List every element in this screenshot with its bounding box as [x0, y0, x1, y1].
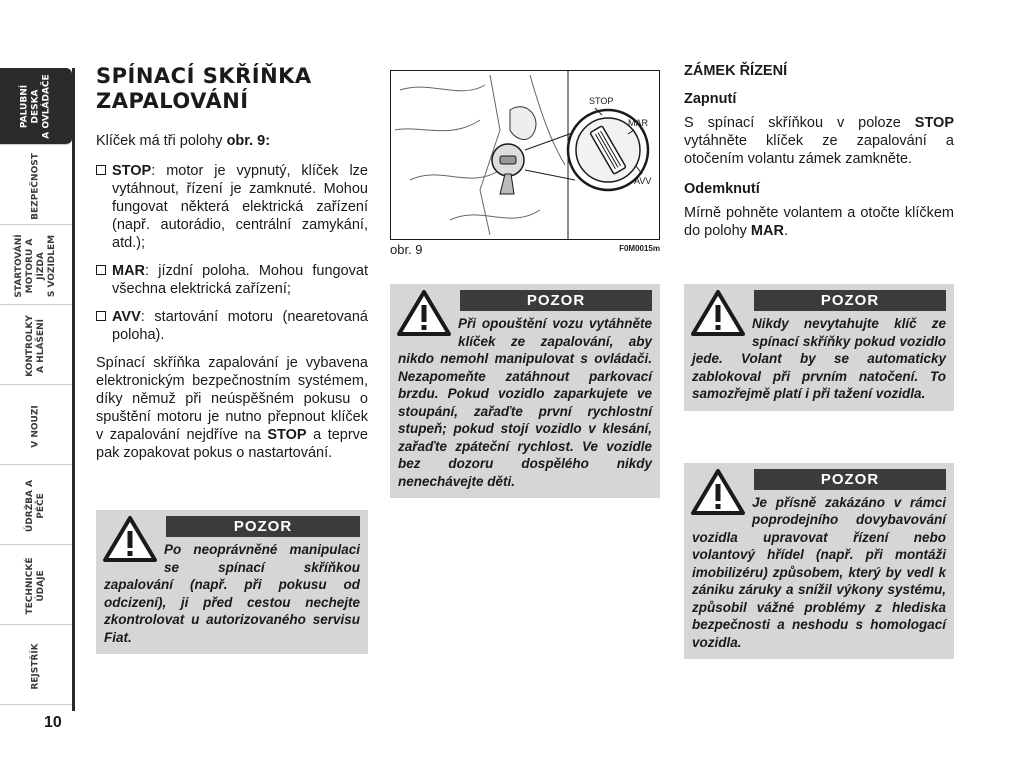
mar-position-label: MAR	[628, 118, 648, 128]
figure-caption: obr. 9	[390, 242, 423, 257]
tab-label: V NOUZI	[30, 404, 41, 448]
tab-label: REJSTŘÍK	[30, 642, 41, 690]
avv-position-label: AVV	[634, 176, 652, 186]
tab-kontrolky[interactable]	[0, 308, 72, 385]
tab-label: TECHNICKÉ ÚDAJE	[25, 557, 46, 615]
figure-reference: obr. 9:	[226, 133, 271, 149]
warning-box	[684, 284, 954, 411]
section-title: SPÍNACÍ SKŘÍŇKA ZAPALOVÁNÍ	[96, 64, 312, 113]
warning-title: POZOR	[754, 469, 946, 490]
security-paragraph	[96, 354, 368, 462]
figure-code: F0M0015m	[619, 244, 660, 253]
tab-label: PALUBNÍ DESKA A OVLÁDAČE	[19, 73, 52, 139]
warning-text: Při opouštění vozu vytáhněte klíček ze zapalování, aby nikdo nemohl manipulovat s ovládači. Nezapomeňte zatáhnout parkovací brzdu. Pokud vozidlo zaparkujete ve stoupání, zařaďte první rychlostní stupeň; pokud stojí vozidlo v klesání, zařaďte zpáteční rychlost. Ve vozidle bez dozoru dospělého nikdy nenechávejte děti.	[398, 316, 652, 489]
paragraph-text: .	[783, 223, 788, 239]
checkbox-bullet-icon	[96, 165, 106, 175]
checkbox-bullet-icon	[96, 311, 106, 321]
list-item	[96, 162, 368, 252]
tab-label: STARTOVÁNÍ MOTORU A JÍZDA S VOZIDLEM	[14, 234, 57, 298]
warning-title: POZOR	[460, 290, 652, 311]
section-title: ZÁMEK ŘÍZENÍ	[684, 63, 788, 79]
paragraph-text: a teprve pak zopakovat pokus o nastartování.	[96, 427, 368, 461]
paragraph-text: S spínací skříňkou v poloze	[684, 115, 915, 131]
tab-udrzba[interactable]	[0, 468, 72, 545]
warning-box	[96, 510, 368, 654]
tab-technicke-udaje[interactable]	[0, 548, 72, 625]
paragraph-text: Spínací skříňka zapalování je vybavena elektronickým bezpečnostním systémem, díky němuž při neúspěšném pokusu o spuštění motoru je nutno přepnout klíček v zapalování nejdříve na	[96, 355, 368, 443]
lock-paragraph	[684, 114, 954, 168]
paragraph-text: Mírně pohněte volantem a otočte klíčkem do polohy	[684, 205, 954, 239]
warning-title: POZOR	[754, 290, 946, 311]
warning-text: Je přísně zakázáno v rámci poprodejního dovybavování vozidla upravovat řízení nebo volantový hřídel (např. při montáži imobilizéru) způsobem, který by vedl k zániku záruky a snížil výkony systému, způsobil vážné problémy z hlediska bezpečnosti a neshodu s homologací vozidla.	[692, 494, 946, 650]
tab-bezpecnost[interactable]	[0, 148, 72, 225]
position-key: MAR	[750, 223, 784, 239]
position-key: STOP	[267, 427, 307, 443]
tab-label: BEZPEČNOST	[30, 152, 41, 220]
stop-position-label: STOP	[589, 96, 614, 106]
position-key: MAR	[112, 263, 146, 279]
checkbox-bullet-icon	[96, 265, 106, 275]
side-tab-bar	[0, 68, 75, 711]
intro-text: Klíček má tři polohy	[96, 133, 227, 149]
position-desc: : jízdní poloha. Mohou fungovat všechna elektrická zařízení;	[112, 263, 368, 297]
left-column	[96, 62, 368, 654]
tab-label: ÚDRŽBA A PÉČE	[25, 479, 46, 533]
unlock-heading: Odemknutí	[684, 181, 760, 197]
warning-triangle-icon	[690, 468, 746, 516]
warning-text: Nikdy nevytahujte klíč ze spínací skříňky pokud vozidlo jede. Volant by se automaticky zablokoval při prvním natočení. To samozřejmě platí i při tažení vozidla.	[692, 316, 946, 401]
position-desc: : startování motoru (nearetovaná poloha).	[112, 309, 368, 343]
lock-heading: Zapnutí	[684, 91, 737, 107]
position-desc: : motor je vypnutý, klíček lze vytáhnout, řízení je zamknuté. Mohou fungovat některá elektrická zařízení (např. autorádio, centrální zamykání, atd.);	[112, 163, 368, 251]
position-key: STOP	[914, 115, 954, 131]
warning-box	[684, 463, 954, 660]
list-item	[96, 308, 368, 344]
warning-box	[390, 284, 660, 498]
tab-rejstrik[interactable]	[0, 628, 72, 705]
position-key: STOP	[112, 163, 152, 179]
ignition-switch-illustration	[390, 70, 660, 240]
warning-triangle-icon	[690, 289, 746, 337]
tab-palubni-deska[interactable]	[0, 68, 72, 145]
list-item	[96, 262, 368, 298]
warning-text: Po neoprávněné manipulaci se spínací skříňkou zapalování (např. při pokusu od odcizení), ji před cestou nechejte zkontrolovat u autorizovaného servisu Fiat.	[104, 542, 360, 645]
unlock-paragraph	[684, 204, 954, 240]
warning-triangle-icon	[102, 515, 158, 563]
right-column	[684, 62, 954, 659]
position-key: AVV	[112, 309, 141, 325]
page-number: 10	[44, 714, 62, 731]
figure-caption-row	[390, 242, 660, 257]
tab-startovani[interactable]	[0, 228, 72, 305]
warning-triangle-icon	[396, 289, 452, 337]
paragraph-text: vytáhněte klíček ze zapalování a otočením volantu zámek zamkněte.	[684, 133, 954, 167]
warning-title: POZOR	[166, 516, 360, 537]
middle-column	[390, 284, 660, 498]
tab-v-nouzi[interactable]	[0, 388, 72, 465]
intro-paragraph	[96, 132, 368, 150]
tab-label: KONTROLKY A HLÁŠENÍ	[25, 315, 46, 377]
